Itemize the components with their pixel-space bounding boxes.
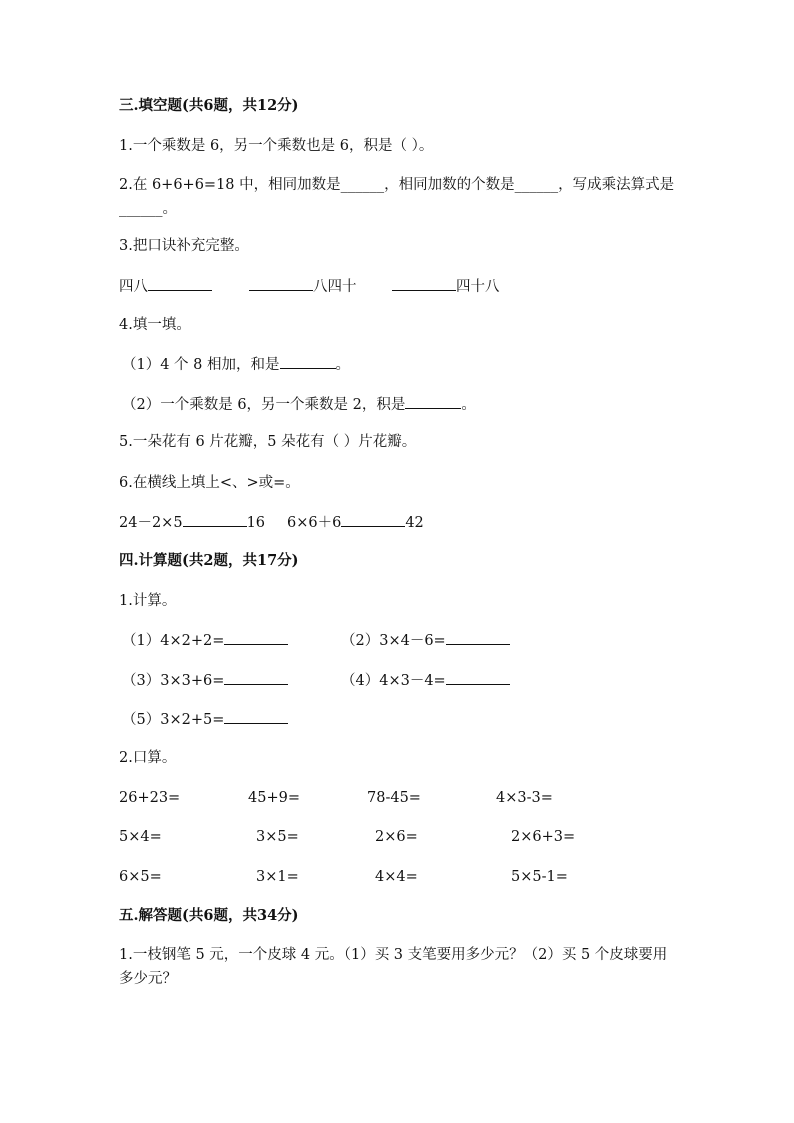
oral-row-3 [119,867,794,887]
q6-item-1: 24－2×5 16 [119,512,265,533]
answer-blank[interactable] [224,630,288,645]
question-3-4: 4.填一填。 [119,317,191,333]
question-4-1: 1.计算。 [119,593,177,609]
oral-item: 26+23= [119,790,181,806]
calc-item-1: （1）4×2+2= [122,630,288,651]
answer-blank[interactable] [280,354,336,369]
oral-item: 4×4= [375,869,418,885]
calc-item-3: （3）3×3+6= [122,670,288,691]
answer-blank[interactable] [405,394,461,409]
oral-row-1 [119,788,794,808]
q6-items-row [119,512,794,532]
q3-item-1: 四八 [119,276,212,297]
question-3-5: 5.一朵花有 6 片花瓣，5 朵花有（ ）片花瓣。 [119,434,417,450]
answer-blank[interactable] [446,630,510,645]
section5-title: 五.解答题(共6题，共34分) [119,907,299,924]
calc-row-3 [119,709,794,729]
answer-blank[interactable] [392,276,456,291]
answer-blank[interactable] [148,276,212,291]
calc-row-2 [119,670,794,690]
oral-row-2 [119,827,794,847]
oral-item: 2×6+3= [511,829,576,845]
oral-item: 78-45= [367,790,421,806]
oral-item: 6×5= [119,869,162,885]
question-3-6: 6.在横线上填上<、>或=。 [119,475,300,491]
oral-item: 3×1= [256,869,299,885]
q3-items-row [119,276,794,296]
oral-item: 3×5= [256,829,299,845]
question-3-4-2: （2）一个乘数是 6，另一个乘数是 2，积是 。 [122,394,476,415]
answer-blank[interactable] [183,512,247,527]
answer-blank[interactable] [249,276,313,291]
answer-blank[interactable] [224,670,288,685]
section4-title: 四.计算题(共2题，共17分) [119,552,299,569]
section3-title: 三.填空题(共6题，共12分) [119,97,299,114]
answer-blank[interactable] [341,512,405,527]
q3-item-2: 八四十 [249,276,357,297]
calc-item-2: （2）3×4－6= [341,630,510,651]
oral-item: 45+9= [248,790,300,806]
question-3-1: 1.一个乘数是 6，另一个乘数也是 6，积是（ ）。 [119,138,434,154]
q6-item-2: 6×6＋6 42 [287,512,424,533]
calc-item-5: （5）3×2+5= [122,709,288,730]
question-3-4-1: （1）4 个 8 相加，和是 。 [122,354,350,375]
calc-item-4: （4）4×3－4= [341,670,510,691]
question-4-2: 2.口算。 [119,750,177,766]
oral-item: 5×5-1= [511,869,568,885]
question-5-1: 1.一枝钢笔 5 元，一个皮球 4 元。（1）买 3 支笔要用多少元？（2）买 5 个皮球要用多少元？ [119,947,668,987]
answer-blank[interactable] [224,709,288,724]
calc-row-1 [119,630,794,650]
question-3-3: 3.把口诀补充完整。 [119,238,249,254]
question-3-2: 2.在 6+6+6=18 中，相同加数是______，相同加数的个数是______，写成乘法算式是______。 [119,177,675,217]
oral-item: 2×6= [375,829,418,845]
oral-item: 4×3-3= [496,790,553,806]
q3-item-3: 四十八 [392,276,500,297]
answer-blank[interactable] [446,670,510,685]
oral-item: 5×4= [119,829,162,845]
